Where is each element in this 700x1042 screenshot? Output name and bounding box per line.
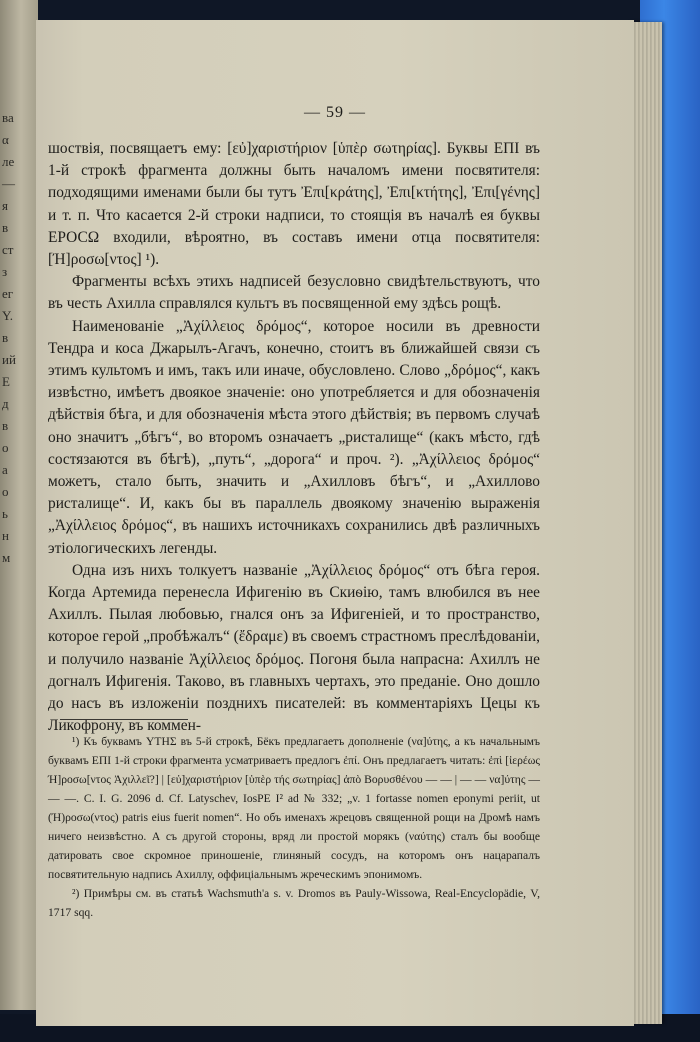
left-page-fragment: ле: [2, 154, 15, 169]
left-page-fragment: н: [2, 528, 9, 543]
footnote-2: ²) Примѣры см. въ статьѣ Wachsmuth'а s. v. Dromos въ Pauly-Wissowa, Real-Encyclopädie, V, 1717 sqq.: [48, 887, 540, 919]
footnote-rule: [60, 719, 188, 720]
left-page-fragment: ва: [2, 110, 14, 125]
left-page-fragment: в: [2, 220, 9, 235]
book-page: [36, 20, 634, 1026]
left-page-fragment: в: [2, 418, 9, 433]
left-page-fragment: м: [2, 550, 11, 565]
left-page-fragment: —: [2, 176, 15, 191]
left-page-fragment: я: [2, 198, 8, 213]
paragraph-3: Наименованіе „Ἀχίλλειος δρόμος“, которое носили въ древности Тендра и коса Джарылъ-Агачъ, конечно, стоитъ въ ближайшей связи съ этимъ культомъ и имъ, такъ или иначе, обусловлено. Слово „δρόμος“, какъ извѣстно, имѣетъ двоякое значеніе: оно употребляется и для обозначенія дѣйствія бѣга, и для обозначенія мѣста этого дѣйствія; въ первомъ случаѣ оно значитъ „бѣгъ“, во второмъ означаетъ „ристалище“ (какъ мѣсто, гдѣ состязаются въ бѣгѣ), „путь“, „дорога“ и проч. ²). „Ἀχίλλειος δρόμος“ можетъ, стало быть, значить и „Ахилловъ бѣгъ“, и „Ахиллово ристалище“. И, какъ бы въ параллель двоякому значенію выраженія „Ἀχίλλειος δρόμος“, въ нашихъ источникахъ сохранились двѣ различныхъ этіологическихъ легенды.: [48, 317, 540, 557]
paragraph-4: Одна изъ нихъ толкуетъ названіе „Ἀχίλλειος δρόμος“ отъ бѣга героя. Когда Артемида перенесла Ифигенію въ Скиѳію, тамъ влюбился въ нее Ахиллъ. Пылая любовью, гнался онъ за Ифигеніей, и то пространство, которое герой „пробѣжалъ“ (ἔδραμε) въ своемъ страстномъ преслѣдованіи, и получило названіе Ἀχίλλειος δρόμος. Погоня была напрасна: Ахиллъ не догналъ Ифигенія. Таково, въ главныхъ чертахъ, это преданіе. Оно дошло до насъ въ изложеніи позднихъ писателей: въ комментаріяхъ Цецы къ Ликофрону, въ коммен-: [48, 561, 540, 735]
footnote-1: ¹) Къ буквамъ ΥΤΗΣ въ 5-й строкѣ, Бёкъ предлагаетъ дополненіе (να]ύτης, а къ начальнымъ буквамъ ЕПІ 1-й строки фрагмента усматриваетъ предлогъ ἐπί. Онъ предлагаетъ читать: ἐπὶ [ἱερέως Ή]ροσω[ντος Ἀχιλλεῖ?] | [εὐ]χαριστήριον [ὑπὲρ τής σωτηρίας] ἀπὸ Βορυσθένου — — | — — να]ύτης — — —. C. I. G. 2096 d. Cf. Latyschev, IosPE I² ad № 332; „v. 1 fortasse nomen eponymi periit, ut (Ή)ροσω(ντος) patris eius fuerit nomen“. Но объ именахъ жрецовъ священной рощи на Дромѣ намъ ничего неизвѣстно. А съ другой стороны, вряд ли простой морякъ (ναύτης) сталъ бы вообще датировать свое скромное приношеніе, глиняный сосудъ, на которомъ онъ нацарапалъ посвятительную надпись Ахиллу, оффиціальнымъ жреческимъ эпонимомъ.: [48, 735, 540, 881]
left-page-fragment: в: [2, 330, 9, 345]
left-page-fragment: о: [2, 484, 9, 499]
left-page-fragment: д: [2, 396, 9, 411]
left-page-fragment: з: [2, 264, 8, 279]
page-number: — 59 —: [304, 104, 366, 121]
left-page-fragment: а: [2, 462, 8, 477]
paragraph-2: Фрагменты всѣхъ этихъ надписей безусловно свидѣтельствуютъ, что въ честь Ахилла справлялся культъ въ посвященной ему здѣсь рощѣ.: [48, 273, 540, 313]
left-page-fragment: ий: [2, 352, 16, 367]
left-page-fragment: Е: [2, 374, 10, 389]
left-page-fragment: ст: [2, 242, 14, 257]
main-text: [48, 138, 540, 737]
left-page-fragment: ег: [2, 286, 14, 301]
left-page-fragment: ь: [2, 506, 8, 521]
paragraph-1: шоствія, посвящаетъ ему: [εὐ]χαριστήριον [ὑπὲρ σωτηρίας]. Буквы ЕПІ въ 1-й строкѣ фрагмента должны быть началомъ имени посвятителя: подходящими именами были бы тутъ Ἐπι[κράτης], Ἐπι[κτήτης], Ἐπι[γένης] и т. п. Что касается 2-й строки надписи, то стоящія въ началѣ ея буквы ЕРОСΩ входили, вѣроятно, въ составъ имени отца посвятителя: [Ή]ροσω[ντος] ¹).: [48, 140, 540, 269]
left-page-fragment: Y.: [2, 308, 13, 323]
footnotes: [48, 732, 540, 922]
left-page-fragment: о: [2, 440, 9, 455]
left-page-fragment: α: [2, 132, 9, 147]
previous-page-edge: [0, 0, 38, 1010]
